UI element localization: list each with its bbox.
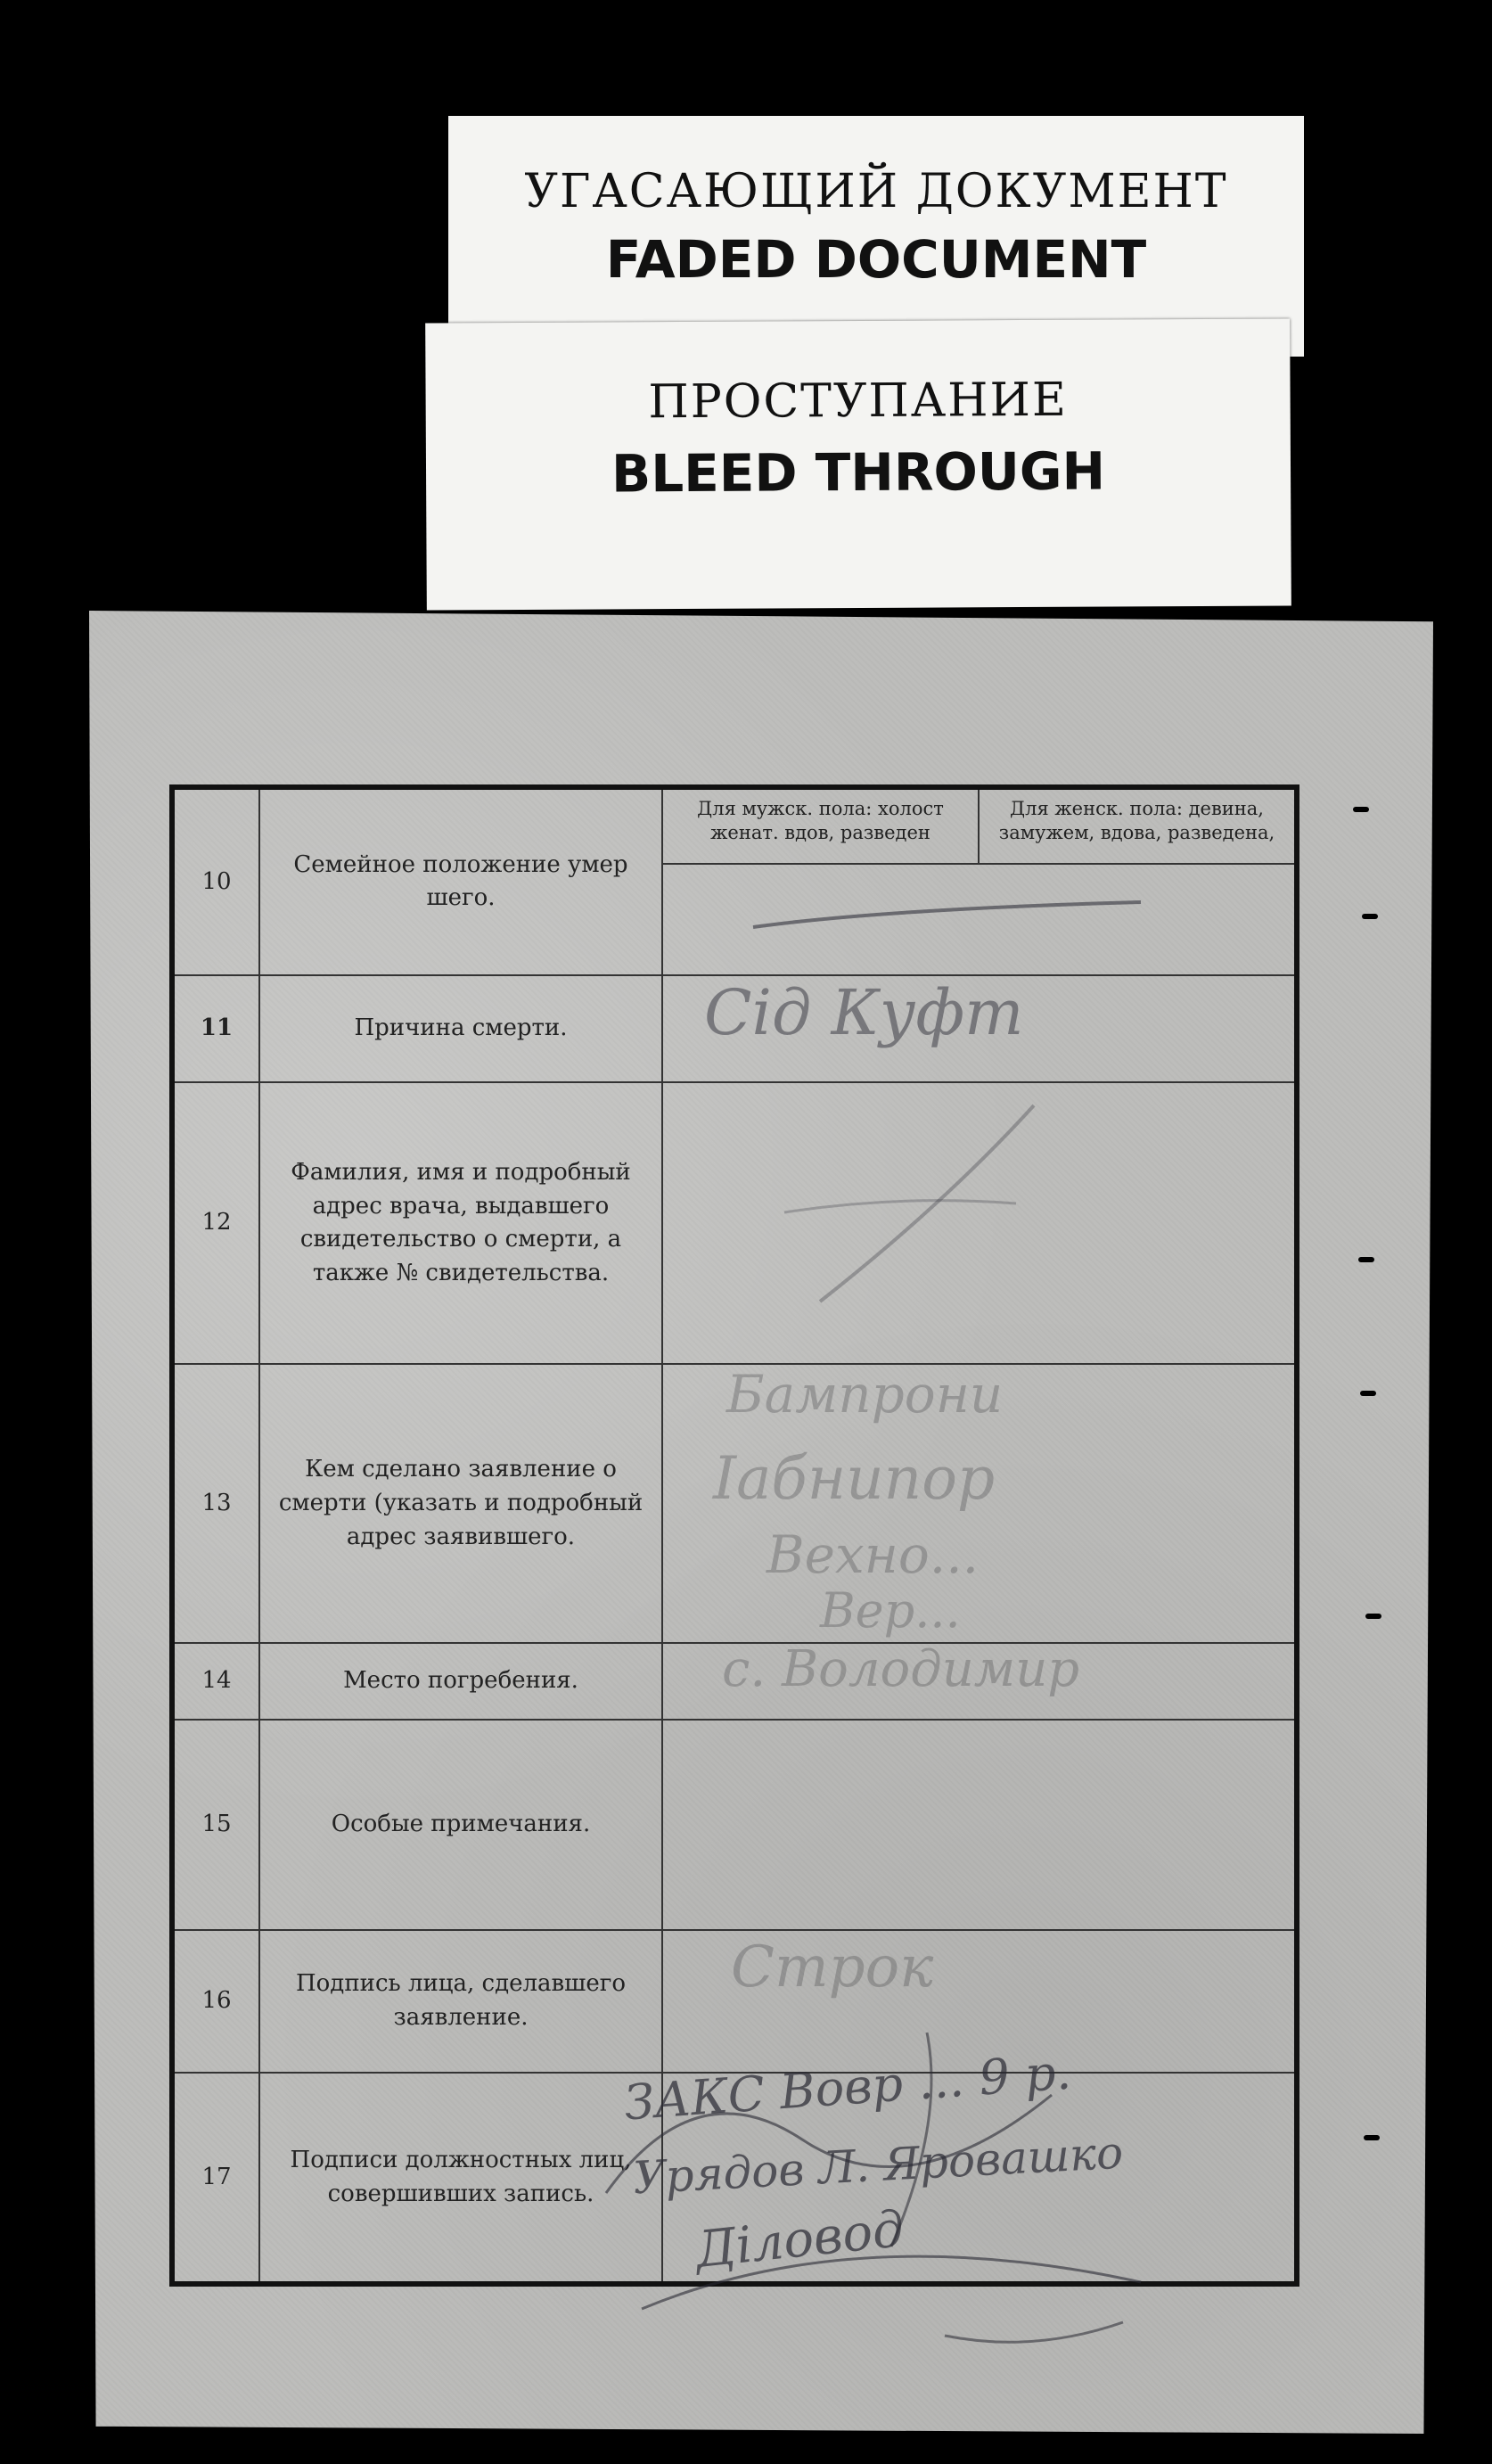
row-label: Семейное положение умер шего. <box>259 787 662 975</box>
handwritten-cause-of-death: Сід Куфт <box>704 976 1024 1049</box>
row-number: 16 <box>172 1930 259 2074</box>
official-signature-line: Урядов Л. Яровашко <box>631 2126 1125 2205</box>
faded-label-en: FADED DOCUMENT <box>605 229 1147 290</box>
handwritten-declarant-line: Іабнипор <box>713 1444 996 1513</box>
handwritten-declarant-line: Бампрони <box>726 1364 1004 1425</box>
bleed-label-en: BLEED THROUGH <box>611 440 1106 505</box>
paper-edge-notch <box>1358 1257 1374 1262</box>
row-label: Место погребения. <box>259 1643 662 1719</box>
row-label: Подписи должностных лиц, совершивших запись. <box>259 2073 662 2284</box>
row-number: 17 <box>172 2073 259 2284</box>
row-label: Кем сделано заявление о смерти (указать и подробный адрес заявившего. <box>259 1364 662 1643</box>
handwritten-declarant-line: Вехно... <box>766 1524 980 1585</box>
handwritten-declarant-signature: Строк <box>731 1934 934 2000</box>
male-marital-options: Для мужск. пола: холост женат. вдов, разведен <box>663 790 980 863</box>
official-signature-line: Діловод <box>693 2199 907 2280</box>
form-row-12 <box>172 1082 1297 1364</box>
official-signature-line: ЗАКС Вовр ... 9 р. <box>622 2043 1073 2131</box>
handwritten-burial-place: с. Володимир <box>722 1640 1080 1698</box>
paper-edge-notch <box>1360 1391 1376 1396</box>
form-row-15 <box>172 1720 1297 1930</box>
row-label: Причина смерти. <box>259 975 662 1082</box>
paper-edge-notch <box>1362 914 1378 919</box>
form-row-10 <box>172 787 1297 975</box>
bleed-through-label-card <box>425 318 1291 610</box>
row-number: 12 <box>172 1082 259 1364</box>
faded-label-ru: УГАСАЮЩИЙ ДОКУМЕНТ <box>524 165 1228 218</box>
marital-status-subheader <box>663 790 1294 865</box>
row-label: Фамилия, имя и подробный адрес врача, выдавшего свидетельство о смерти, а также № свидетельства. <box>259 1082 662 1364</box>
row-number: 11 <box>172 975 259 1082</box>
crossed-out-doctor-strokes <box>766 1096 1070 1310</box>
paper-edge-notch <box>1353 807 1369 812</box>
row-label: Подпись лица, сделавшего заявление. <box>259 1930 662 2074</box>
row-number: 10 <box>172 787 259 975</box>
row-number: 14 <box>172 1643 259 1719</box>
row-label: Особые примечания. <box>259 1720 662 1930</box>
row-number: 15 <box>172 1720 259 1930</box>
female-marital-options: Для женск. пола: девина, замужем, вдова, разведена, <box>998 798 1275 844</box>
marital-status-dash-stroke <box>749 891 1159 945</box>
bleed-label-ru: ПРОСТУПАНИЕ <box>648 373 1068 430</box>
signature-flourishes <box>588 2015 1266 2353</box>
row-value <box>662 1720 1297 1930</box>
row-value <box>662 787 1297 975</box>
paper-edge-notch <box>1365 1614 1381 1619</box>
row-number: 13 <box>172 1364 259 1643</box>
paper-edge-notch <box>1364 2135 1380 2140</box>
handwritten-declarant-line: Вер... <box>820 1582 961 1639</box>
